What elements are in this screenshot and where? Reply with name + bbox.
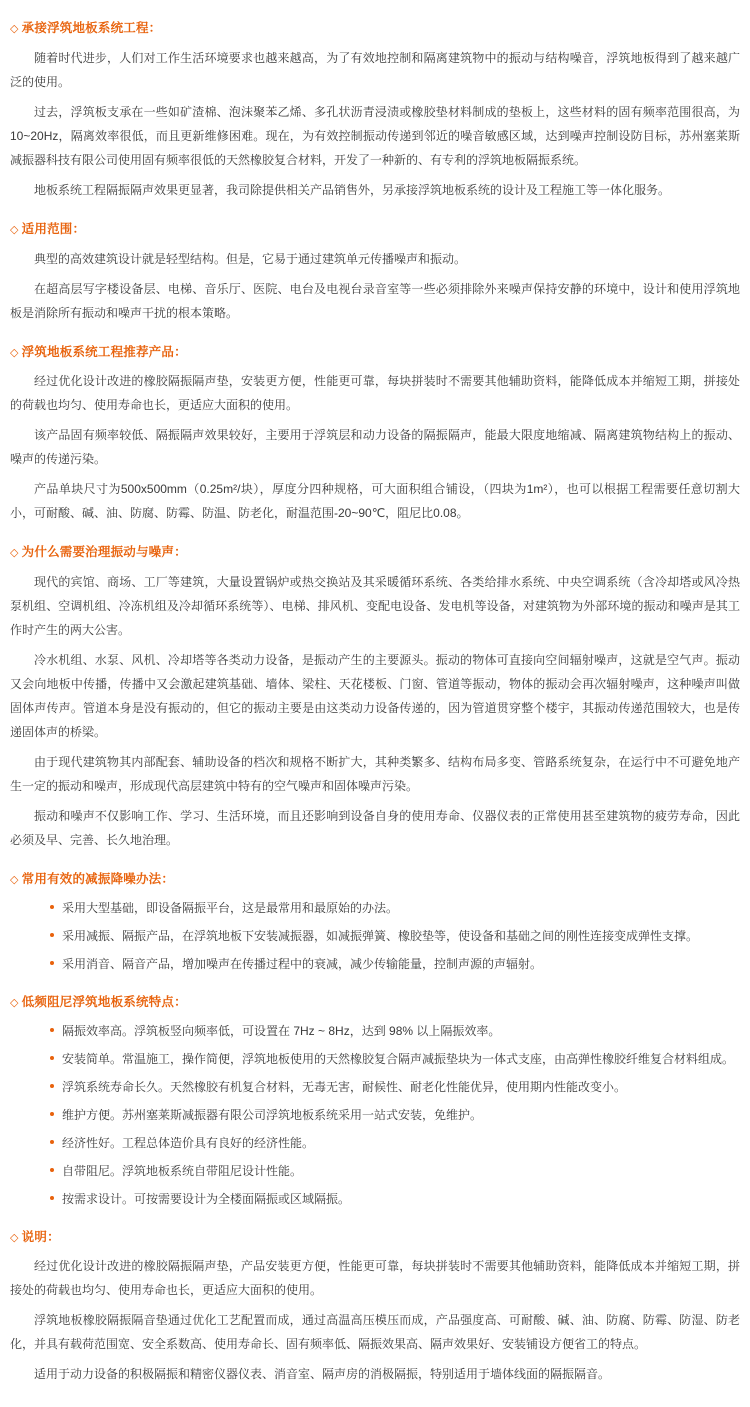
section-heading-text: 适用范围：: [21, 221, 86, 236]
list-item: 浮筑系统寿命长久。天然橡胶有机复合材料，无毒无害，耐候性、耐老化性能优异，使用期内性能改变小。: [62, 1073, 740, 1101]
document-section: [10, 868, 740, 978]
section-heading: [10, 991, 740, 1015]
list-item: 采用消音、隔音产品，增加噪声在传播过程中的衰减，减少传输能量，控制声源的声辐射。: [62, 950, 740, 978]
paragraph: 经过优化设计改进的橡胶隔振隔声垫，产品安装更方便，性能更可靠，每块拼装时不需要其他辅助资料，能降低成本并缩短工期，拼接处的荷载也均匀、使用寿命也长，更适应大面积的使用。: [10, 1259, 740, 1298]
section-heading: [10, 341, 740, 365]
section-heading-text: 常用有效的减振降噪办法：: [21, 872, 175, 886]
diamond-bullet-icon: ◇: [10, 346, 19, 359]
list-item: 经济性好。工程总体造价具有良好的经济性能。: [62, 1129, 740, 1157]
paragraph: 过去，浮筑板支承在一些如矿渣棉、泡沫聚苯乙烯、多孔状沥青浸渍或橡胶垫材料制成的垫板上，这些材料的固有频率范围很高，为 10~20Hz，隔离效率很低，而且更新维修困难。现在，为有效控制振动传递到邻近的噪音敏感区域，达到噪声控制设防目标，苏州塞莱斯减振器科技有限公司使用固有频率很低的天然橡胶复合材料，开发了一种新的、有专利的浮筑地板隔振系统。: [10, 104, 740, 167]
bullet-list: [10, 894, 740, 978]
paragraph: 经过优化设计改进的橡胶隔振隔声垫，安装更方便，性能更可靠，每块拼装时不需要其他辅助资料，能降低成本并缩短工期，拼接处的荷载也均匀、使用寿命也长，更适应大面积的使用。: [10, 374, 740, 413]
section-heading: [10, 17, 740, 41]
section-heading-text: 承接浮筑地板系统工程：: [21, 21, 162, 35]
paragraph: 在超高层写字楼设备层、电梯、音乐厅、医院、电台及电视台录音室等一些必须排除外来噪声保持安静的环境中，设计和使用浮筑地板是消除所有振动和噪声干扰的根本策略。: [10, 281, 740, 320]
section-heading: [10, 868, 740, 892]
diamond-bullet-icon: ◇: [10, 547, 19, 560]
document-section: [10, 17, 740, 205]
paragraph: 地板系统工程隔振隔声效果更显著，我司除提供相关产品销售外，另承接浮筑地板系统的设计及工程施工等一体化服务。: [34, 182, 671, 197]
diamond-bullet-icon: ◇: [10, 1231, 19, 1244]
section-heading-text: 为什么需要治理振动与噪声：: [21, 545, 187, 560]
document-section: [10, 991, 740, 1213]
list-item: 安装简单。常温施工，操作简便，浮筑地板使用的天然橡胶复合隔声减振垫块为一体式支座，由高弹性橡胶纤维复合材料组成。: [62, 1045, 740, 1073]
list-item: 按需求设计。可按需要设计为全楼面隔振或区域隔振。: [62, 1185, 740, 1213]
document-section: [10, 1226, 740, 1390]
paragraph: 浮筑地板橡胶隔振隔音垫通过优化工艺配置而成，通过高温高压模压而成，产品强度高、可耐酸、碱、油、防腐、防霉、防湿、防老化，并具有载荷范围宽、安全系数高、使用寿命长、固有频率低、隔振效果高、隔声效果好、安装铺设方便省工的特点。: [10, 1313, 740, 1352]
diamond-bullet-icon: ◇: [10, 996, 19, 1009]
bullet-list: [10, 1017, 740, 1213]
section-heading-text: 浮筑地板系统工程推荐产品：: [21, 344, 187, 359]
document-section: [10, 541, 740, 855]
document-section: [10, 218, 740, 328]
diamond-bullet-icon: ◇: [10, 874, 19, 886]
paragraph: 该产品固有频率较低、隔振隔声效果较好，主要用于浮筑层和动力设备的隔振隔声，能最大限度地缩减、隔离建筑物结构上的振动、噪声的传递污染。: [10, 428, 740, 467]
paragraph: 产品单块尺寸为500x500mm（0.25m²/块），厚度分四种规格，可大面积组合铺设，（四块为1m²），也可以根据工程需要任意切割大小，可耐酸、碱、油、防腐、防霉、防温、防老化，耐温范围-20~90℃，阻尼比0.08。: [10, 482, 740, 521]
section-heading: [10, 218, 740, 242]
diamond-bullet-icon: ◇: [10, 223, 19, 236]
list-item: 维护方便。苏州塞莱斯减振器有限公司浮筑地板系统采用一站式安装，免维护。: [62, 1101, 740, 1129]
list-item: 采用大型基础，即设备隔振平台，这是最常用和最原始的办法。: [62, 894, 740, 922]
paragraph: 适用于动力设备的积极隔振和精密仪器仪表、消音室、隔声房的消极隔振，特别适用于墙体线面的隔振隔音。: [34, 1367, 611, 1382]
section-heading-text: 低频阻尼浮筑地板系统特点：: [21, 994, 187, 1009]
paragraph: 由于现代建筑物其内部配套、辅助设备的档次和规格不断扩大，其种类繁多、结构布局多变、管路系统复杂，在运行中不可避免地产生一定的振动和噪声，形成现代高层建筑中特有的空气噪声和固体噪声污染。: [10, 755, 740, 793]
paragraph: 冷水机组、水泵、风机、冷却塔等各类动力设备，是振动产生的主要源头。振动的物体可直接向空间辐射噪声，这就是空气声。振动又会向地板中传播，传播中又会激起建筑基础、墙体、梁柱、天花楼板、门窗、管道等振动，物体的振动会再次辐射噪声，这种噪声叫做固体声传声。管道本身是没有振动的，但它的振动主要是由这类动力设备传递的，因为管道贯穿整个楼宇，其振动传递范围较大，也是传递固体声的桥梁。: [10, 653, 740, 739]
diamond-bullet-icon: ◇: [10, 23, 19, 35]
list-item: 隔振效率高。浮筑板竖向频率低，可设置在 7Hz ~ 8Hz，达到 98% 以上隔振效率。: [62, 1017, 740, 1045]
paragraph: 随着时代进步，人们对工作生活环境要求也越来越高，为了有效地控制和隔离建筑物中的振动与结构噪音，浮筑地板得到了越来越广泛的使用。: [10, 50, 740, 89]
list-item: 自带阻尼。浮筑地板系统自带阻尼设计性能。: [62, 1157, 740, 1185]
section-heading: [10, 541, 740, 565]
paragraph: 现代的宾馆、商场、工厂等建筑，大量设置锅炉或热交换站及其采暖循环系统、各类给排水系统、中央空调系统（含冷却塔或风冷热泵机组、空调机组、冷冻机组及冷却循环系统等）、电梯、排风机、变配电设备、发电机等设备，对建筑物为外部环境的振动和噪声是其工作时产生的两大公害。: [10, 575, 740, 637]
section-heading: [10, 1226, 740, 1250]
paragraph: 典型的高效建筑设计就是轻型结构。但是，它易于通过建筑单元传播噪声和振动。: [34, 251, 467, 266]
document-section: [10, 341, 740, 529]
list-item: 采用减振、隔振产品，在浮筑地板下安装减振器，如减振弹簧、橡胶垫等，使设备和基础之间的刚性连接变成弹性支撑。: [62, 922, 740, 950]
paragraph: 振动和噪声不仅影响工作、学习、生活环境，而且还影响到设备自身的使用寿命、仪器仪表的正常使用甚至建筑物的疲劳寿命，因此必须及早、完善、长久地治理。: [10, 809, 740, 847]
section-heading-text: 说明：: [21, 1229, 60, 1244]
